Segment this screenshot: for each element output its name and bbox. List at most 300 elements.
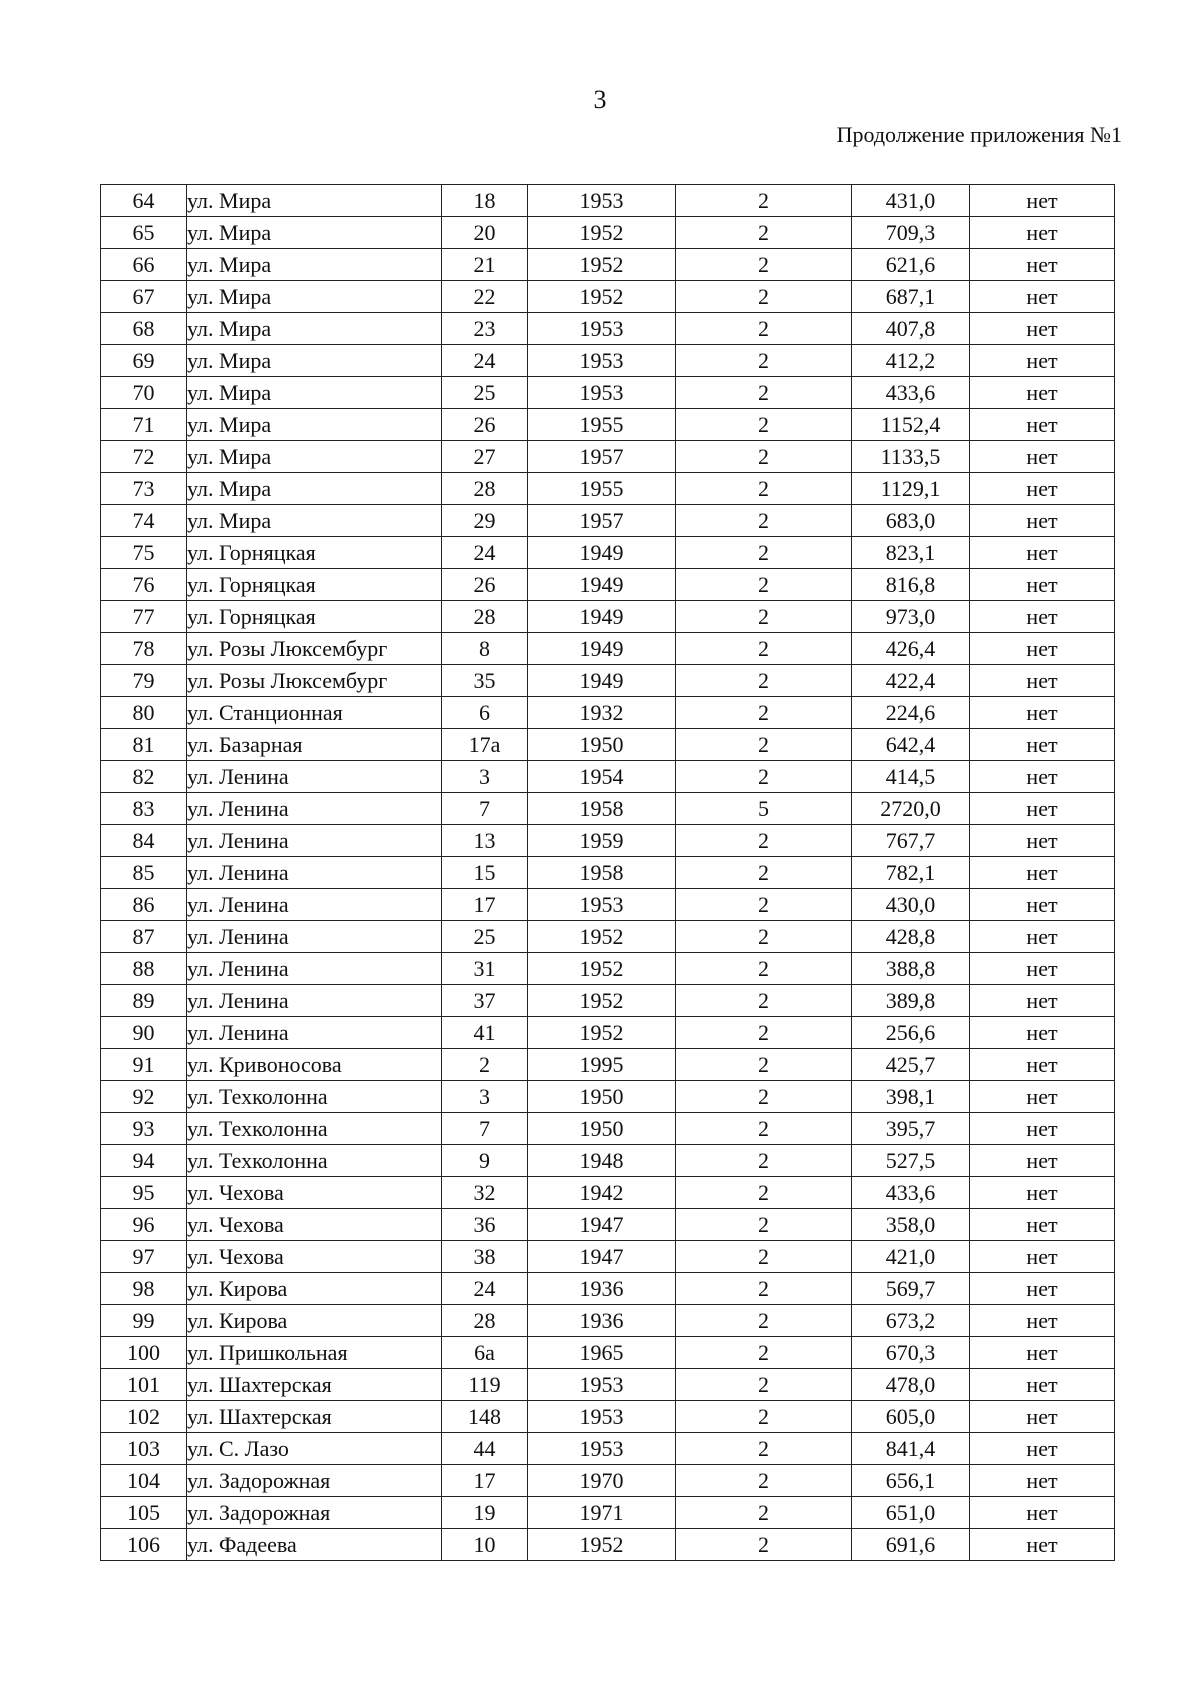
street-cell: ул. Станционная	[187, 697, 442, 729]
build-year-cell: 1952	[528, 1529, 676, 1561]
street-cell: ул. Чехова	[187, 1241, 442, 1273]
area-cell: 426,4	[852, 633, 970, 665]
street-cell: ул. Розы Люксембург	[187, 665, 442, 697]
area-cell: 816,8	[852, 569, 970, 601]
house-number-cell: 148	[442, 1401, 528, 1433]
floors-cell: 2	[676, 1273, 852, 1305]
build-year-cell: 1953	[528, 1369, 676, 1401]
floors-cell: 2	[676, 409, 852, 441]
build-year-cell: 1953	[528, 313, 676, 345]
street-cell: ул. Мира	[187, 441, 442, 473]
street-cell: ул. Ленина	[187, 921, 442, 953]
area-cell: 823,1	[852, 537, 970, 569]
house-number-cell: 7	[442, 793, 528, 825]
floors-cell: 2	[676, 313, 852, 345]
row-number-cell: 101	[101, 1369, 187, 1401]
area-cell: 428,8	[852, 921, 970, 953]
area-cell: 687,1	[852, 281, 970, 313]
status-cell: нет	[970, 569, 1115, 601]
status-cell: нет	[970, 281, 1115, 313]
floors-cell: 2	[676, 857, 852, 889]
floors-cell: 2	[676, 1177, 852, 1209]
house-number-cell: 36	[442, 1209, 528, 1241]
status-cell: нет	[970, 217, 1115, 249]
area-cell: 478,0	[852, 1369, 970, 1401]
street-cell: ул. Мира	[187, 313, 442, 345]
table-row	[101, 825, 1115, 857]
build-year-cell: 1952	[528, 921, 676, 953]
house-number-cell: 26	[442, 569, 528, 601]
build-year-cell: 1950	[528, 1081, 676, 1113]
area-cell: 431,0	[852, 185, 970, 217]
status-cell: нет	[970, 377, 1115, 409]
row-number-cell: 95	[101, 1177, 187, 1209]
house-number-cell: 21	[442, 249, 528, 281]
area-cell: 1129,1	[852, 473, 970, 505]
floors-cell: 2	[676, 1529, 852, 1561]
area-cell: 389,8	[852, 985, 970, 1017]
floors-cell: 2	[676, 1401, 852, 1433]
status-cell: нет	[970, 313, 1115, 345]
table-row	[101, 985, 1115, 1017]
street-cell: ул. Шахтерская	[187, 1401, 442, 1433]
row-number-cell: 91	[101, 1049, 187, 1081]
street-cell: ул. Горняцкая	[187, 537, 442, 569]
table-row	[101, 1433, 1115, 1465]
row-number-cell: 104	[101, 1465, 187, 1497]
table-row	[101, 473, 1115, 505]
floors-cell: 2	[676, 1081, 852, 1113]
house-number-cell: 24	[442, 537, 528, 569]
area-cell: 709,3	[852, 217, 970, 249]
area-cell: 841,4	[852, 1433, 970, 1465]
build-year-cell: 1970	[528, 1465, 676, 1497]
status-cell: нет	[970, 1305, 1115, 1337]
house-number-cell: 26	[442, 409, 528, 441]
status-cell: нет	[970, 1273, 1115, 1305]
street-cell: ул. Техколонна	[187, 1113, 442, 1145]
house-number-cell: 10	[442, 1529, 528, 1561]
row-number-cell: 71	[101, 409, 187, 441]
floors-cell: 2	[676, 281, 852, 313]
area-cell: 430,0	[852, 889, 970, 921]
table-body	[101, 185, 1115, 1561]
floors-cell: 2	[676, 537, 852, 569]
area-cell: 767,7	[852, 825, 970, 857]
status-cell: нет	[970, 1145, 1115, 1177]
build-year-cell: 1965	[528, 1337, 676, 1369]
house-number-cell: 17	[442, 1465, 528, 1497]
area-cell: 2720,0	[852, 793, 970, 825]
floors-cell: 2	[676, 1369, 852, 1401]
area-cell: 224,6	[852, 697, 970, 729]
house-number-cell: 3	[442, 761, 528, 793]
build-year-cell: 1952	[528, 1017, 676, 1049]
street-cell: ул. Горняцкая	[187, 601, 442, 633]
row-number-cell: 89	[101, 985, 187, 1017]
street-cell: ул. Фадеева	[187, 1529, 442, 1561]
row-number-cell: 80	[101, 697, 187, 729]
house-number-cell: 9	[442, 1145, 528, 1177]
row-number-cell: 65	[101, 217, 187, 249]
build-year-cell: 1971	[528, 1497, 676, 1529]
status-cell: нет	[970, 441, 1115, 473]
table-row	[101, 1049, 1115, 1081]
floors-cell: 2	[676, 1497, 852, 1529]
floors-cell: 2	[676, 1241, 852, 1273]
house-number-cell: 18	[442, 185, 528, 217]
street-cell: ул. Техколонна	[187, 1145, 442, 1177]
street-cell: ул. Ленина	[187, 825, 442, 857]
status-cell: нет	[970, 889, 1115, 921]
area-cell: 673,2	[852, 1305, 970, 1337]
house-number-cell: 35	[442, 665, 528, 697]
row-number-cell: 103	[101, 1433, 187, 1465]
build-year-cell: 1995	[528, 1049, 676, 1081]
street-cell: ул. Мира	[187, 249, 442, 281]
house-number-cell: 20	[442, 217, 528, 249]
build-year-cell: 1953	[528, 1401, 676, 1433]
row-number-cell: 75	[101, 537, 187, 569]
floors-cell: 2	[676, 345, 852, 377]
status-cell: нет	[970, 249, 1115, 281]
area-cell: 642,4	[852, 729, 970, 761]
table-row	[101, 921, 1115, 953]
row-number-cell: 88	[101, 953, 187, 985]
street-cell: ул. Задорожная	[187, 1497, 442, 1529]
status-cell: нет	[970, 825, 1115, 857]
floors-cell: 5	[676, 793, 852, 825]
house-number-cell: 28	[442, 473, 528, 505]
row-number-cell: 90	[101, 1017, 187, 1049]
status-cell: нет	[970, 1177, 1115, 1209]
table-row	[101, 313, 1115, 345]
row-number-cell: 73	[101, 473, 187, 505]
row-number-cell: 77	[101, 601, 187, 633]
street-cell: ул. Мира	[187, 473, 442, 505]
floors-cell: 2	[676, 761, 852, 793]
table-row	[101, 537, 1115, 569]
house-number-cell: 32	[442, 1177, 528, 1209]
house-number-cell: 17а	[442, 729, 528, 761]
house-number-cell: 13	[442, 825, 528, 857]
status-cell: нет	[970, 953, 1115, 985]
row-number-cell: 84	[101, 825, 187, 857]
house-number-cell: 23	[442, 313, 528, 345]
build-year-cell: 1952	[528, 217, 676, 249]
row-number-cell: 81	[101, 729, 187, 761]
status-cell: нет	[970, 857, 1115, 889]
table-row	[101, 409, 1115, 441]
status-cell: нет	[970, 1465, 1115, 1497]
status-cell: нет	[970, 1049, 1115, 1081]
build-year-cell: 1953	[528, 1433, 676, 1465]
page-number: 3	[593, 85, 607, 114]
house-number-cell: 25	[442, 921, 528, 953]
street-cell: ул. Задорожная	[187, 1465, 442, 1497]
build-year-cell: 1936	[528, 1273, 676, 1305]
build-year-cell: 1948	[528, 1145, 676, 1177]
area-cell: 398,1	[852, 1081, 970, 1113]
street-cell: ул. Мира	[187, 281, 442, 313]
row-number-cell: 98	[101, 1273, 187, 1305]
area-cell: 407,8	[852, 313, 970, 345]
table-row	[101, 1305, 1115, 1337]
floors-cell: 2	[676, 1017, 852, 1049]
street-cell: ул. Ленина	[187, 985, 442, 1017]
row-number-cell: 96	[101, 1209, 187, 1241]
status-cell: нет	[970, 921, 1115, 953]
build-year-cell: 1949	[528, 537, 676, 569]
build-year-cell: 1949	[528, 665, 676, 697]
table-row	[101, 1081, 1115, 1113]
table-row	[101, 1401, 1115, 1433]
build-year-cell: 1942	[528, 1177, 676, 1209]
table-row	[101, 953, 1115, 985]
row-number-cell: 66	[101, 249, 187, 281]
status-cell: нет	[970, 793, 1115, 825]
house-number-cell: 41	[442, 1017, 528, 1049]
status-cell: нет	[970, 1401, 1115, 1433]
row-number-cell: 92	[101, 1081, 187, 1113]
build-year-cell: 1952	[528, 953, 676, 985]
floors-cell: 2	[676, 1049, 852, 1081]
area-cell: 388,8	[852, 953, 970, 985]
table-row	[101, 345, 1115, 377]
status-cell: нет	[970, 697, 1115, 729]
build-year-cell: 1949	[528, 569, 676, 601]
table-row	[101, 1145, 1115, 1177]
build-year-cell: 1932	[528, 697, 676, 729]
table-row	[101, 1177, 1115, 1209]
area-cell: 569,7	[852, 1273, 970, 1305]
status-cell: нет	[970, 1433, 1115, 1465]
row-number-cell: 67	[101, 281, 187, 313]
area-cell: 683,0	[852, 505, 970, 537]
table-row	[101, 217, 1115, 249]
floors-cell: 2	[676, 1113, 852, 1145]
row-number-cell: 105	[101, 1497, 187, 1529]
area-cell: 605,0	[852, 1401, 970, 1433]
street-cell: ул. Ленина	[187, 793, 442, 825]
area-cell: 621,6	[852, 249, 970, 281]
table-row	[101, 1113, 1115, 1145]
row-number-cell: 76	[101, 569, 187, 601]
street-cell: ул. Горняцкая	[187, 569, 442, 601]
house-number-cell: 28	[442, 1305, 528, 1337]
street-cell: ул. Шахтерская	[187, 1369, 442, 1401]
row-number-cell: 106	[101, 1529, 187, 1561]
build-year-cell: 1953	[528, 345, 676, 377]
house-number-cell: 24	[442, 1273, 528, 1305]
floors-cell: 2	[676, 1209, 852, 1241]
floors-cell: 2	[676, 1305, 852, 1337]
floors-cell: 2	[676, 185, 852, 217]
row-number-cell: 97	[101, 1241, 187, 1273]
street-cell: ул. Мира	[187, 217, 442, 249]
table-row	[101, 1465, 1115, 1497]
floors-cell: 2	[676, 217, 852, 249]
status-cell: нет	[970, 729, 1115, 761]
floors-cell: 2	[676, 1465, 852, 1497]
build-year-cell: 1949	[528, 601, 676, 633]
row-number-cell: 74	[101, 505, 187, 537]
street-cell: ул. Техколонна	[187, 1081, 442, 1113]
table-row	[101, 249, 1115, 281]
row-number-cell: 86	[101, 889, 187, 921]
status-cell: нет	[970, 985, 1115, 1017]
build-year-cell: 1952	[528, 281, 676, 313]
build-year-cell: 1959	[528, 825, 676, 857]
row-number-cell: 94	[101, 1145, 187, 1177]
street-cell: ул. Мира	[187, 505, 442, 537]
area-cell: 782,1	[852, 857, 970, 889]
house-number-cell: 27	[442, 441, 528, 473]
house-number-cell: 29	[442, 505, 528, 537]
build-year-cell: 1936	[528, 1305, 676, 1337]
status-cell: нет	[970, 665, 1115, 697]
status-cell: нет	[970, 1369, 1115, 1401]
house-number-cell: 24	[442, 345, 528, 377]
status-cell: нет	[970, 1529, 1115, 1561]
status-cell: нет	[970, 1209, 1115, 1241]
floors-cell: 2	[676, 473, 852, 505]
build-year-cell: 1957	[528, 505, 676, 537]
row-number-cell: 68	[101, 313, 187, 345]
house-number-cell: 6	[442, 697, 528, 729]
build-year-cell: 1952	[528, 985, 676, 1017]
table-row	[101, 569, 1115, 601]
status-cell: нет	[970, 601, 1115, 633]
floors-cell: 2	[676, 825, 852, 857]
status-cell: нет	[970, 1113, 1115, 1145]
house-number-cell: 37	[442, 985, 528, 1017]
area-cell: 256,6	[852, 1017, 970, 1049]
build-year-cell: 1953	[528, 889, 676, 921]
status-cell: нет	[970, 537, 1115, 569]
street-cell: ул. Ленина	[187, 857, 442, 889]
table-row	[101, 761, 1115, 793]
row-number-cell: 64	[101, 185, 187, 217]
table-row	[101, 1241, 1115, 1273]
house-number-cell: 25	[442, 377, 528, 409]
floors-cell: 2	[676, 569, 852, 601]
row-number-cell: 82	[101, 761, 187, 793]
build-year-cell: 1955	[528, 409, 676, 441]
row-number-cell: 87	[101, 921, 187, 953]
build-year-cell: 1954	[528, 761, 676, 793]
area-cell: 433,6	[852, 377, 970, 409]
status-cell: нет	[970, 345, 1115, 377]
build-year-cell: 1953	[528, 185, 676, 217]
row-number-cell: 102	[101, 1401, 187, 1433]
area-cell: 412,2	[852, 345, 970, 377]
floors-cell: 2	[676, 889, 852, 921]
build-year-cell: 1957	[528, 441, 676, 473]
area-cell: 425,7	[852, 1049, 970, 1081]
floors-cell: 2	[676, 697, 852, 729]
table-row	[101, 793, 1115, 825]
row-number-cell: 72	[101, 441, 187, 473]
area-cell: 1152,4	[852, 409, 970, 441]
area-cell: 1133,5	[852, 441, 970, 473]
house-number-cell: 3	[442, 1081, 528, 1113]
row-number-cell: 83	[101, 793, 187, 825]
table-row	[101, 857, 1115, 889]
build-year-cell: 1949	[528, 633, 676, 665]
appendix-caption: Продолжение приложения №1	[836, 122, 1122, 147]
floors-cell: 2	[676, 953, 852, 985]
table-row	[101, 281, 1115, 313]
floors-cell: 2	[676, 1433, 852, 1465]
row-number-cell: 70	[101, 377, 187, 409]
build-year-cell: 1953	[528, 377, 676, 409]
row-number-cell: 85	[101, 857, 187, 889]
street-cell: ул. Чехова	[187, 1177, 442, 1209]
build-year-cell: 1950	[528, 1113, 676, 1145]
floors-cell: 2	[676, 1145, 852, 1177]
table-row	[101, 601, 1115, 633]
table-row	[101, 665, 1115, 697]
table-row	[101, 1369, 1115, 1401]
house-number-cell: 22	[442, 281, 528, 313]
table-row	[101, 1529, 1115, 1561]
status-cell: нет	[970, 1081, 1115, 1113]
build-year-cell: 1950	[528, 729, 676, 761]
area-cell: 421,0	[852, 1241, 970, 1273]
status-cell: нет	[970, 185, 1115, 217]
floors-cell: 2	[676, 985, 852, 1017]
row-number-cell: 99	[101, 1305, 187, 1337]
build-year-cell: 1952	[528, 249, 676, 281]
house-number-cell: 17	[442, 889, 528, 921]
area-cell: 358,0	[852, 1209, 970, 1241]
house-number-cell: 19	[442, 1497, 528, 1529]
area-cell: 414,5	[852, 761, 970, 793]
house-number-cell: 28	[442, 601, 528, 633]
row-number-cell: 78	[101, 633, 187, 665]
street-cell: ул. Ленина	[187, 761, 442, 793]
table-row	[101, 697, 1115, 729]
street-cell: ул. Пришкольная	[187, 1337, 442, 1369]
street-cell: ул. Чехова	[187, 1209, 442, 1241]
floors-cell: 2	[676, 441, 852, 473]
house-number-cell: 38	[442, 1241, 528, 1273]
table-row	[101, 729, 1115, 761]
street-cell: ул. Кирова	[187, 1273, 442, 1305]
table-row	[101, 1209, 1115, 1241]
street-cell: ул. Мира	[187, 185, 442, 217]
floors-cell: 2	[676, 729, 852, 761]
street-cell: ул. Ленина	[187, 953, 442, 985]
street-cell: ул. Кривоносова	[187, 1049, 442, 1081]
table-row	[101, 1273, 1115, 1305]
house-number-cell: 7	[442, 1113, 528, 1145]
street-cell: ул. Базарная	[187, 729, 442, 761]
table-row	[101, 633, 1115, 665]
house-number-cell: 8	[442, 633, 528, 665]
area-cell: 433,6	[852, 1177, 970, 1209]
status-cell: нет	[970, 1337, 1115, 1369]
floors-cell: 2	[676, 1337, 852, 1369]
table-row	[101, 889, 1115, 921]
floors-cell: 2	[676, 249, 852, 281]
area-cell: 395,7	[852, 1113, 970, 1145]
buildings-table	[100, 184, 1115, 1561]
build-year-cell: 1958	[528, 857, 676, 889]
floors-cell: 2	[676, 633, 852, 665]
house-number-cell: 15	[442, 857, 528, 889]
